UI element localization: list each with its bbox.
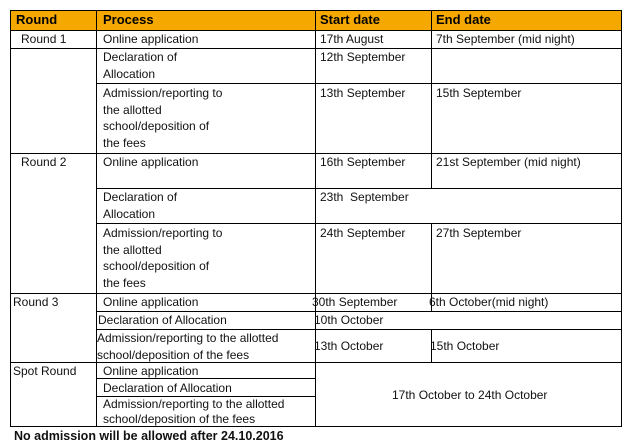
round-3-end-1: 6th October(mid night) — [429, 295, 549, 309]
round-2-label: Round 2 — [21, 155, 67, 169]
round-3-start-1: 30th September — [312, 295, 398, 309]
round-2-process-1: Online application — [103, 155, 199, 169]
spot-round-dates: 17th October to 24th October — [392, 388, 548, 402]
round-3-process-2: Declaration of Allocation — [98, 313, 227, 327]
header-start-date: Start date — [320, 12, 380, 27]
header-round: Round — [16, 12, 58, 27]
footnote: No admission will be allowed after 24.10.2016 — [14, 429, 284, 443]
round-1-start-3: 13th September — [320, 86, 406, 100]
spot-round-process-2: Declaration of Allocation — [103, 381, 232, 395]
header-process: Process — [103, 12, 154, 27]
round-1-process-3: Admission/reporting to the allotted school/deposition of the fees — [103, 86, 223, 150]
round-1-start-2: 12th September — [320, 50, 406, 64]
round-3-end-3: 15th October — [430, 339, 500, 353]
round-3-start-2: 10th October — [314, 313, 384, 327]
round-2-start-3: 24th September — [320, 226, 406, 240]
round-2-start-2: 23th September — [320, 190, 409, 204]
round-2-start-1: 16th September — [320, 155, 406, 169]
round-3-process-3: Admission/reporting to the allotted school/deposition of the fees — [97, 331, 279, 362]
round-1-label: Round 1 — [21, 32, 67, 46]
round-1-process-1: Online application — [103, 32, 199, 46]
spot-round-process-1: Online application — [103, 364, 199, 378]
round-1-end-3: 15th September — [436, 86, 522, 100]
round-3-process-1: Online application — [103, 295, 199, 309]
round-1-end-1: 7th September (mid night) — [436, 32, 575, 46]
spot-round-process-3: Admission/reporting to the allotted school/deposition of the fees — [103, 397, 285, 426]
round-1-start-1: 17th August — [320, 32, 384, 46]
round-3-label: Round 3 — [13, 295, 59, 309]
round-3-start-3: 13th October — [314, 339, 384, 353]
spot-round-label: Spot Round — [13, 364, 77, 378]
round-2-end-1: 21st September (mid night) — [436, 155, 581, 169]
round-1-process-2: Declaration of Allocation — [103, 50, 178, 81]
round-2-process-2: Declaration of Allocation — [103, 190, 178, 221]
header-end-date: End date — [436, 12, 491, 27]
header-row-background — [10, 10, 622, 30]
round-2-end-3: 27th September — [436, 226, 522, 240]
round-2-process-3: Admission/reporting to the allotted school/deposition of the fees — [103, 226, 223, 290]
